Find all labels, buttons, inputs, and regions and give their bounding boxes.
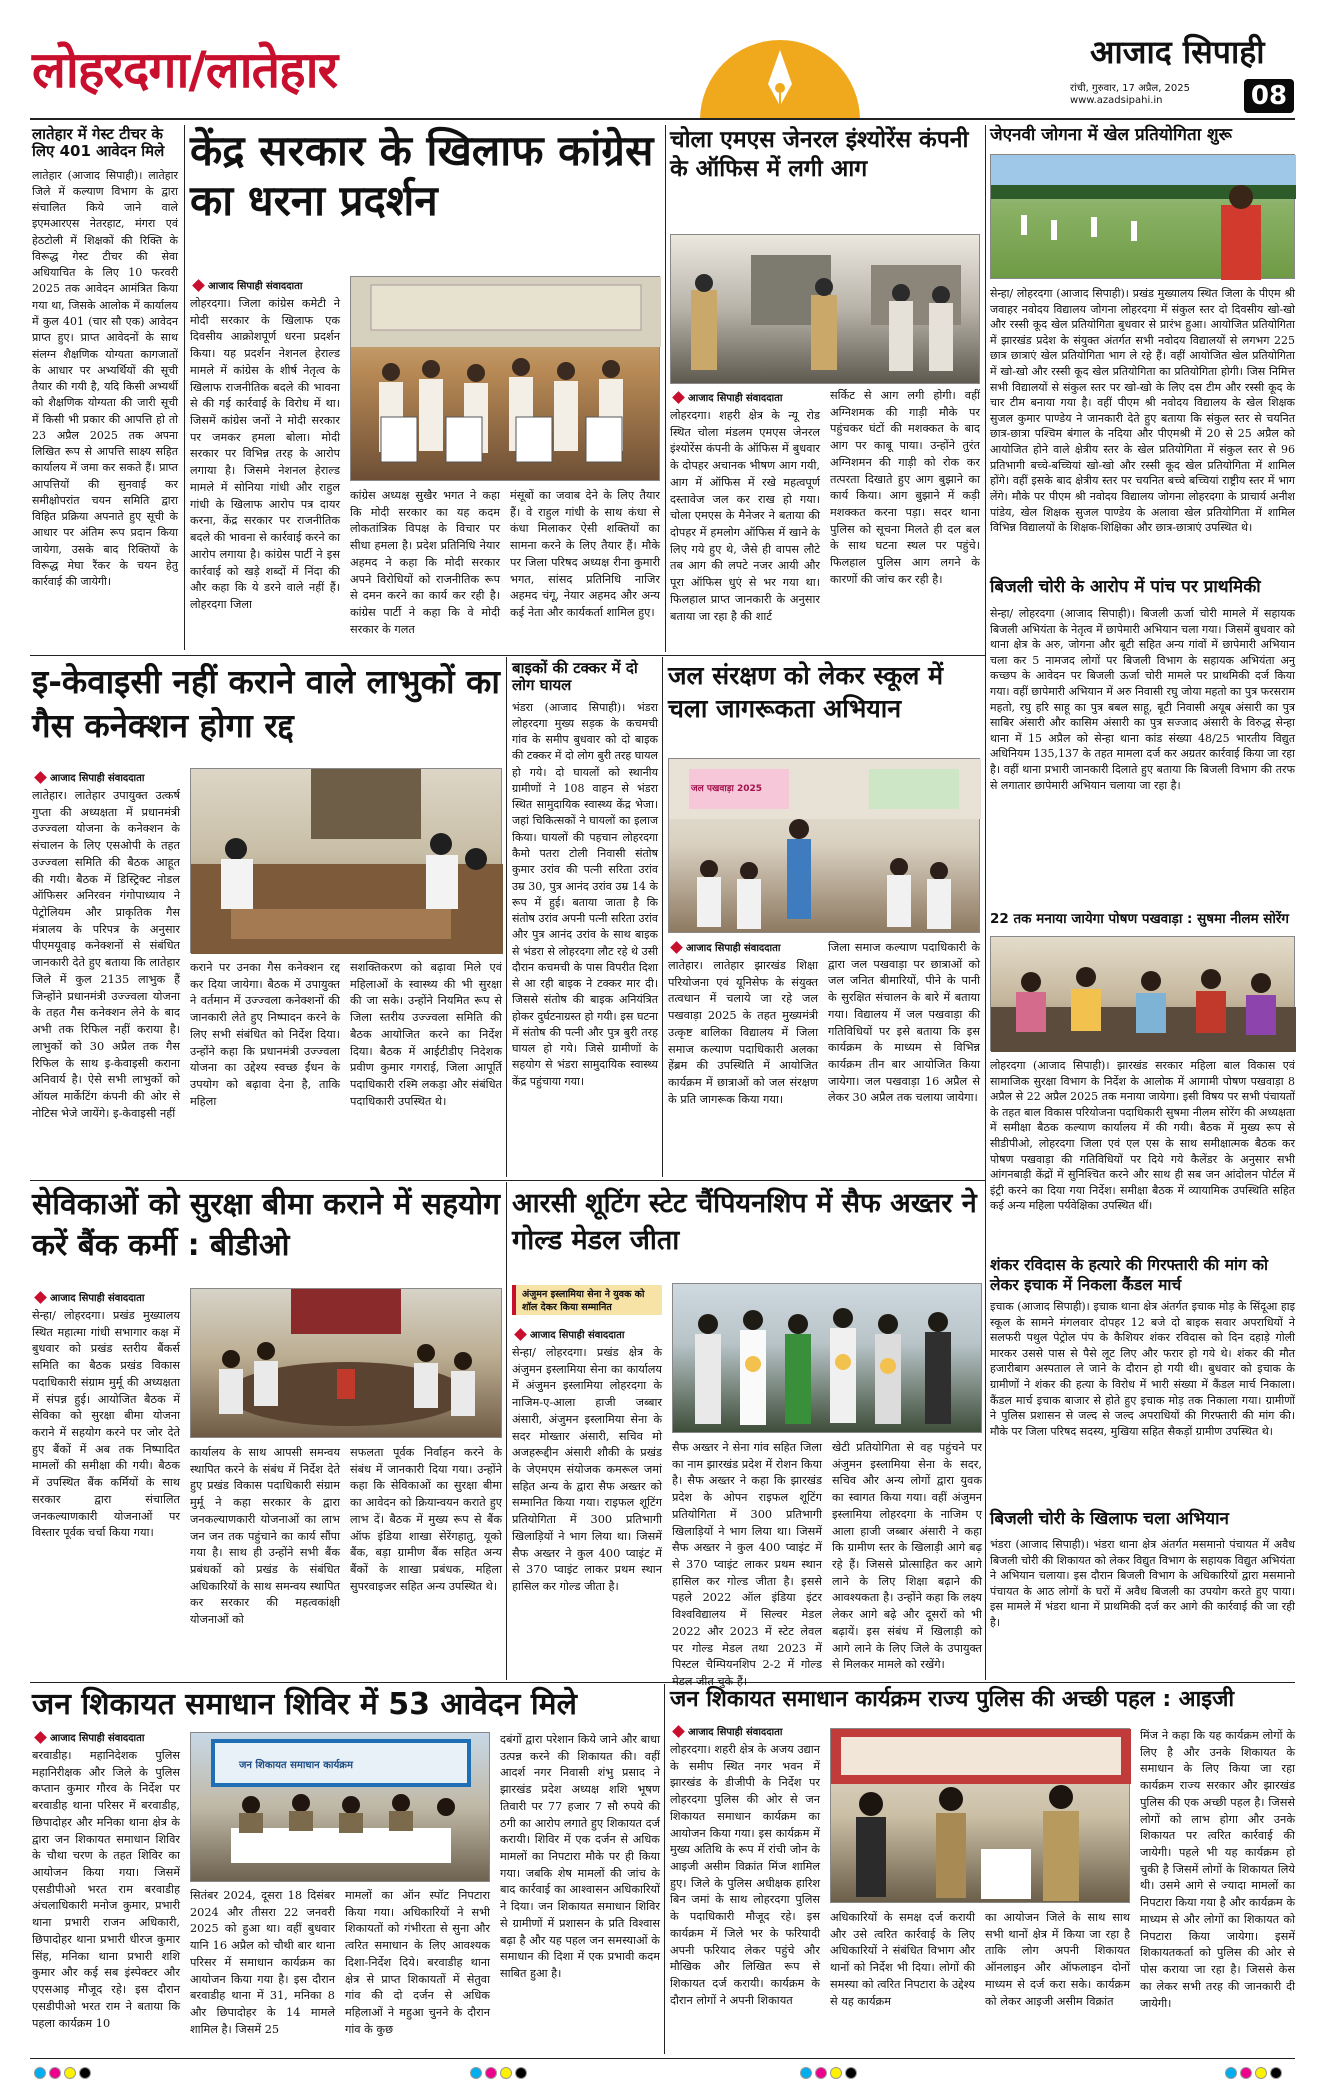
article-headline: जल संरक्षण को लेकर स्कूल में चला जागरूकता अभियान	[668, 661, 944, 723]
article-guest-teacher	[32, 126, 178, 651]
photo-poshan-meeting	[990, 936, 1295, 1051]
photo-bank-meeting	[190, 1288, 502, 1438]
registration-dot	[800, 2067, 812, 2079]
article-headline: केंद्र सरकार के खिलाफ कांग्रेस का धरना प्रदर्शन	[190, 126, 654, 226]
article-headline: जेएनवी जोगना में खेल प्रतियोगिता शुरू	[990, 125, 1232, 145]
article-fire	[670, 126, 980, 651]
article-byline: आजाद सिपाही संवाददाता	[32, 1728, 144, 1746]
registration-dot	[500, 2067, 512, 2079]
article-byline: आजाद सिपाही संवाददाता	[32, 1288, 144, 1306]
article-headline: शंकर रविदास के हत्यारे की गिरफ्तारी की मांग को लेकर इचाक में निकला कैंडल मार्च	[990, 1256, 1269, 1295]
article-body: सैफ अख्तर ने सेना गांव सहित जिला का नाम झारखंड प्रदेश में रोशन किया है। सैफ अख्तर ने कहा कि झारखंड प्रदेश के ओपन राइफल शूटिंग प्रतियोगिता में 300 प्रतिभागी खिलाड़ियों ने भाग लिया था। जिसमें सैफ अख्तर ने कुल 400 प्वाइंट में से 370 प्वाइंट लाकर प्रथम स्थान हासिल कर गोल्ड जीता है। इससे पहले 2022 ऑल इंडिया इंटर विश्वविद्यालय में सिल्वर मेडल 2022 और 2023 में स्टेट लेवल पर गोल्ड मेडल तथा 2023 में पिस्टल चैम्पियनशिप 2-2 में गोल्ड मेडल जीत चुके हैं।	[672, 1441, 822, 1689]
registration-dot	[64, 2067, 76, 2079]
article-water	[668, 660, 980, 1175]
article-headline: चोला एमएस जेनरल इंश्योरेंस कंपनी के ऑफिस में लगी आग	[670, 127, 969, 182]
column-rule	[664, 1684, 665, 2054]
article-grievance-camp	[32, 1688, 660, 2054]
paper-logo-emblem	[700, 40, 860, 120]
article-byline: आजाद सिपाही संवाददाता	[668, 938, 780, 956]
article-police	[670, 1688, 1295, 2054]
article-shooting	[512, 1185, 982, 1689]
registration-dot	[815, 2067, 827, 2079]
registration-dot	[845, 2067, 857, 2079]
column-rule	[506, 657, 507, 1177]
article-accident	[512, 660, 658, 1175]
article-headline: बिजली चोरी के आरोप में पांच पर प्राथमिकी	[990, 577, 1261, 597]
article-byline: आजाद सिपाही संवाददाता	[670, 388, 782, 406]
article-poshan	[990, 912, 1295, 1252]
article-bank	[32, 1185, 502, 1679]
article-byline: आजाद सिपाही संवाददाता	[670, 1722, 782, 1740]
article-body: मंसूबों का जवाब देने के लिए तैयार हैं। वे राहुल गांधी के साथ कंधा से कंधा मिलाकर ऐसी शक्तियों का सामना करने के लिए तैयार हैं। मौके पर जिला परिषद अध्यक्ष रीना कुमारी भगत, सांसद प्रतिनिधि नाजिर अहमद चंगू, नेयार अहमद और अन्य कई नेता और कार्यकर्ता शामिल हुए।	[510, 489, 660, 620]
article-body: इचाक (आजाद सिपाही)। इचाक थाना क्षेत्र अंतर्गत इचाक मोड़ के सिंदूआ हाइ स्कूल के सामने मंगलवार दोपहर 12 बजे दो बाइक सवार अपराधियों ने सलफरी पथुल पेट्रोल पंप के कैशियर शंकर रविदास को दिन दहाड़े गोली मारकर उससे पास से पैसे लूट लिए और फरार हो गये थे। शंकर की मौत हजारीबाग अस्पताल ले जाने के दौरान हो गयी थी। बुधवार को इचाक के ग्रामीणों ने शंकर की हत्या के विरोध में भारी संख्या में कैंडल मार्च निकाला। कैंडल मार्च इचाक बाजार से होते हुए इचाक मोड़ तक निकाला गया। ग्रामीणों ने पुलिस प्रशासन से जल्द से जल्द अपराधियों की गिरफ्तारी की मांग की। मौके पर जिला परिषद सदस्य, मुखिया सहित सैकड़ों ग्रामीण उपस्थित थे।	[990, 1300, 1295, 1438]
article-byline: आजाद सिपाही संवाददाता	[512, 1325, 624, 1343]
article-body: सशक्तिकरण को बढ़ावा मिले एवं महिलाओं के स्वास्थ्य की भी सुरक्षा की जा सके। उन्होंने नियमित रूप से जिला स्तरीय उज्ज्वला समिति की बैठक आयोजित करने का निर्देश दिया। बैठक में आईटीडीए निदेशक प्रवीण कुमार गगराई, जिला आपूर्ति पदाधिकारी रश्मि लकड़ा और संबंधित पदाधिकारी उपस्थित थे।	[350, 961, 502, 1108]
photo-water-awareness	[668, 758, 980, 933]
photo-congress-protest	[350, 276, 660, 481]
registration-dot	[485, 2067, 497, 2079]
page-number: 08	[1244, 79, 1294, 113]
article-congress	[190, 126, 660, 651]
article-headline: 22 तक मनाया जायेगा पोषण पखवाड़ा : सुषमा नीलम सोरेंग	[990, 911, 1289, 927]
article-body: कांग्रेस अध्यक्ष सुखैर भगत ने कहा कि मोदी सरकार का यह कदम लोकतांत्रिक विपक्ष के विचार पर सीधा हमला है। प्रदेश प्रतिनिधि नेयार अहमद ने कहा कि मोदी सरकार अपने विरोधियों को राजनीतिक रूप से दमन करने का कार्य कर रही है। कांग्रेस पार्टी ने कहा कि वे मोदी सरकार के गलत	[350, 489, 500, 636]
article-body: बरवाडीह। महानिदेशक पुलिस महानिरीक्षक और जिले के पुलिस कप्तान कुमार गौरव के निर्देश पर बरवाडीह थाना परिसर में बरवाडीह, छिपादोहर और मनिका थाना क्षेत्र के द्वारा जन शिकायत समाधान शिविर के चौथा चरण के तहत शिविर का आयोजन किया गया। जिसमें एसडीपीओ भरत राम बरवाडीह अंचलाधिकारी मनोज कुमार, प्रभारी थाना प्रभारी राजन अधिकारी, छिपादोहर थाना प्रभारी धीरज कुमार सिंह, मनिका थाना प्रभारी शशि कुमार और कई सब इंस्पेक्टर और एएसआइ मौजूद रहे। इस दौरान एसडीपीओ भरत राम ने बताया कि पहला कार्यक्रम 10	[32, 1749, 180, 2030]
column-rule	[665, 125, 666, 652]
registration-marks-center-right	[800, 2064, 860, 2083]
masthead-rule	[30, 118, 1295, 120]
article-body: सफलता पूर्वक निर्वाहन करने के संबंध में जानकारी दिया गया। उन्होंने कहा कि सेविकाओं का सुरक्षा बीमा का आवेदन को क्रियान्वयन कराते हुए लाभ दें। बैठक में मुख्य रूप से बैंक ऑफ इंडिया शाखा सेरेंगहातु, यूको बैंक, बड़ा ग्रामीण बैंक सहित अन्य बैंकों के शाखा प्रबंधक, महिला सुपरवाइजर सहित अन्य उपस्थित थे।	[350, 1446, 502, 1593]
article-body: सेन्हा/ लोहरदगा। प्रखंड क्षेत्र के अंजुमन इस्लामिया सेना का कार्यालय में अंजुमन इस्लामिया लोहरदगा के नाजिम-ए-आला हाजी जब्बार अंसारी, अंजुमन इस्लामिया सेना के सदर मोख्तार अंसारी, सचिव मो अजहरूद्दीन अंसारी शौकी के प्रखंड के जेएमएम संयोजक कमरूल जमां सहित अन्य के द्वारा सैफ अख्तर को सम्मानित किया गया। राइफल शूटिंग प्रतियोगिता में 300 प्रतिभागी खिलाड़ियों ने भाग लिया था। जिसमें सैफ अख्तर ने कुल 400 प्वाइंट में से 370 प्वाइंट लाकर प्रथम स्थान हासिल कर गोल्ड जीता है।	[512, 1346, 662, 1594]
column-rule	[184, 125, 185, 650]
article-headline: इ-केवाइसी नहीं कराने वाले लाभुकों का गैस कनेक्शन होगा रद्द	[32, 662, 500, 745]
article-body: लातेहार। लातेहार झारखंड शिक्षा परियोजना एवं यूनिसेफ के संयुक्त तत्वधान में चलाये जा रहे जल पखवाड़ा 2025 के तहत मुख्यमंत्री उत्कृष्ट बालिका विद्यालय में जिला समाज कल्याण पदाधिकारी अलका हेंब्रम की उपस्थिति में आयोजित कार्यक्रम में छात्राओं को जल संरक्षण के प्रति जागरूक किया गया।	[668, 959, 818, 1106]
article-body: सेन्हा/ लोहरदगा (आजाद सिपाही)। प्रखंड मुख्यालय स्थित जिला के पीएम श्री जवाहर नवोदय विद्यालय जोगना लोहरदगा में संकुल स्तर दो दिवसीय खो-खो और रस्सी कूद खेल प्रतियोगिता बुधवार से प्रारंभ हुआ। आयोजित प्रतियोगिता में झारखंड प्रदेश के संयुक्त अंतर्गत सभी नवोदय विद्यालयों से लगभग 225 छात्र छात्राएं खेल प्रतियोगिता भाग ले रहे हैं। वहीं आयोजित खेल प्रतियोगिता में खो-खो और रस्सी कूद खेल प्रतियोगिता का प्रतियोगिता होगी। जिस निमित्त सभी विद्यालयों से संकुल स्तर पर खो-खो के लिए दस टीम और रस्सी कूद के चार टीम बनाया गया है। वहीं पीएम श्री नवोदय विद्यालय के खेल शिक्षक सुजल कुमार पाण्डेय ने जानकारी देते हुए बताया कि संकुल स्तर से चयनित छात्र-छात्रा पश्चिम बंगाल के नदिया और पीएमश्री में 20 से 25 अप्रैल को आयोजित होने वाले क्षेत्रीय स्तर के खेल प्रतियोगिता में संकुल स्तर से 96 प्रतिभागी बच्चे-बच्चियां खो-खो और रस्सी कूद खेल प्रतियोगिता में शामिल होंगे। वहीं इसके बाद क्षेत्रीय स्तर पर चयनित बच्चे बच्चियां राष्ट्रीय स्तर में भाग लेंगे। मौके पर पीएम श्री नवोदय विद्यालय जोगना लोहरदगा के प्राचार्य अनीश पांडेय, खेल शिक्षक सुजल पाण्डेय के अलावा खेल प्रतियोगिता में शामिल विभिन्न विद्यालयों के शिक्षक-शिक्षिका और छात्र-छात्राएं उपस्थित थे।	[990, 287, 1295, 535]
article-body: लोहरदगा (आजाद सिपाही)। झारखंड सरकार महिला बाल विकास एवं सामाजिक सुरक्षा विभाग के निर्देश के आलोक में आगामी पोषण पखवाड़ा 8 अप्रैल से 22 अप्रैल 2025 तक मनाया जायेगा। इसी विषय पर सभी पंचायतों के तहत बाल विकास परियोजना पदाधिकारी सुषमा नीलम सोरेंग की अध्यक्षता में समीक्षा बैठक कल्याण कार्यालय में की गयी। बैठक में मुख्य रूप से सीडीपीओ, लोहरदगा जिला एवं एल एस के साथ समीक्षात्मक बैठक कर पोषण पखवाड़ा की गतिविधियों पर दिये गये कैलेंडर के अनुसार सभी आंगनबाड़ी केंद्रों में सुनिश्चित करने और साथ ही सब जन आंदोलन पोर्टल में इंट्री करने का दिया गया निर्देश। समीक्षा बैठक में व्यायामिक उपस्थिति सहित कई अन्य महिला पर्यवेक्षिका उपस्थित थीं।	[990, 1059, 1295, 1213]
masthead	[0, 0, 1325, 118]
row-rule	[30, 1682, 1295, 1683]
registration-dot	[34, 2067, 46, 2079]
registration-dot	[49, 2067, 61, 2079]
article-headline: जन शिकायत समाधान कार्यक्रम राज्य पुलिस की अच्छी पहल : आइजी	[670, 1687, 1235, 1712]
registration-dot	[1240, 2067, 1252, 2079]
article-body: लातेहार (आजाद सिपाही)। लातेहार जिले में कल्याण विभाग के द्वारा संचालित किये जाने वाले इएमआरएस नेतरहाट, मंगरा एवं हेठटोली में शिक्षकों की रिक्ति के विरूद्ध गेस्ट टीचर की सेवा अधियाचित के लिए 10 फरवरी 2025 तक आवेदन आमंत्रित किया गया था, जिसके आलोक में कार्यालय में कुल 401 (चार सौ एक) आवेदन प्राप्त हुए। प्राप्त आवेदनों के साथ संलग्न शैक्षणिक योग्यता कागजातों के आधार पर अभ्यर्थियों की सूची तैयार की गयी है, यदि किसी अभ्यर्थी को शैक्षणिक योग्यता की जारी सूची में किसी भी प्रकार की आपत्ति हो तो 23 अप्रैल 2025 तक अपना लिखित रूप से आपत्ति साक्ष्य सहित कार्यालय में जमा कर सकते हैं। प्राप्त आपत्तियों की सुनवाई कर समीक्षोपरांत चयन समिति द्वारा विहित प्रक्रिया अपनाते हुए सूची के आधार पर अंतिम रूप प्रदान किया जायेगा, उसके बाद रिक्तियों के विरूद्ध मेघा रैंकर के चयन हेतु कार्रवाई की जायेगी।	[32, 168, 178, 589]
column-rule	[506, 1182, 507, 1680]
article-body: खेटी प्रतियोगिता से वह पहुंचने पर अंजुमन इस्लामिया सेना के सदर, सचिव और अन्य लोगों द्वारा युवक का स्वागत किया गया। वहीं अंजुमन इस्लामिया लोहरदगा के नाजिम ए आला हाजी जब्बार अंसारी ने कहा कि ग्रामीण स्तर के खिलाड़ी आगे बढ़ रहे हैं। जिससे प्रोत्साहित कर आगे लाने के लिए शिक्षा बढ़ाने की आवश्यकता है। उन्होंने कहा कि लक्ष्य लेकर आगे बढ़े और दूसरों को भी बढ़ायें। इस संबंध में खिलाड़ी को आगे लाने के लिए जिले के उपायुक्त से मिलकर मामले को रखेंगे।	[832, 1441, 982, 1672]
registration-marks-left	[34, 2064, 94, 2083]
registration-dot	[470, 2067, 482, 2079]
website: www.azadsipahi.in	[1070, 95, 1163, 106]
article-body: का आयोजन जिले के साथ साथ सभी थानों क्षेत्र में किया जा रहा है ताकि लोग अपनी शिकायत ऑनलाइन और ऑफलाइन दोनों माध्यम से दर्ज करा सके। कार्यक्रम को लेकर आइजी असीम विक्रांत	[985, 1911, 1130, 2008]
row-rule	[30, 655, 985, 656]
article-candle-march	[990, 1255, 1295, 1505]
article-body: लोहरदगा। जिला कांग्रेस कमेटी ने मोदी सरकार के खिलाफ एक दिवसीय आक्रोशपूर्ण धरना प्रदर्शन किया। यह प्रदर्शन नेशनल हेराल्ड मामले में कांग्रेस के शीर्ष नेतृत्व के खिलाफ राजनीतिक बदले की भावना से की गई कार्रवाई के विरोध में था। जिसमें कांग्रेस जनों ने मोदी सरकार पर जमकर हमला बोला। मोदी सरकार पर विभिन्न तरह के आरोप लगाया है। जिसमे नेशनल हेराल्ड मामले में सोनिया गांधी और राहुल गांधी के खिलाफ आरोप पत्र दायर करना, केंद्र सरकार पर राजनीतिक बदले की भावना से कार्रवाई करने का आरोप लगाया है। कांग्रेस पार्टी ने इस कार्रवाई को खड़े शब्दों में निंदा की और कहा कि ये डरने वाले नहीं हैं। लोहरदगा जिला	[190, 297, 340, 611]
photo-banner-text: जन शिकायत समाधान कार्यक्रम	[239, 1760, 353, 1771]
article-headline: जन शिकायत समाधान शिविर में 53 आवेदन मिले	[32, 1687, 577, 1722]
article-body: लोहरदगा। शहरी क्षेत्र के अजय उद्यान के समीप स्थित नगर भवन में झारखंड के डीजीपी के निर्देश पर लोहरदगा पुलिस की ओर से जन शिकायत समाधान कार्यक्रम का आयोजन किया गया। इस कार्यक्रम में मुख्य अतिथि के रूप में रांची जोन के आइजी असीम विक्रांत मिंज शामिल हुए। जिले के पुलिस अधीक्षक हारिश बिन जमां के साथ लोहरदगा पुलिस के पदाधिकारी मौजूद रहे। इस कार्यक्रम में जिले भर के फरियादी अपनी फरियाद लेकर पहुंचे और मौखिक और लिखित रूप से शिकायत दर्ज करायी। कार्यक्रम के दौरान लोगों ने अपनी शिकायत	[670, 1743, 820, 2007]
article-body: मिंज ने कहा कि यह कार्यक्रम लोगों के लिए है और उनके शिकायत के समाधान के लिए किया जा रहा कार्यक्रम राज्य सरकार और झारखंड पुलिस की एक अच्छी पहल है। जिससे लोगों को लाभ होगा और उनके शिकायत पर त्वरित कार्रवाई की जायेगी। पहले भी यह कार्यक्रम हो चुकी है जिसमें लोगों के शिकायत लिये थी। उसमे आगे से ज्यादा मामलों का निपटारा किया गया है और कार्यक्रम के माध्यम से और लोगों का शिकायत को निपटारा किया जायेगा। इसमें शिकायतकर्ता को पुलिस की ओर से पोस कराया जा रहा है। जिससे केस का लेकर सभी तरह की जानकारी दी जायेगी।	[1140, 1729, 1295, 2010]
photo-banner-text: जल पखवाड़ा 2025	[691, 784, 763, 794]
dateline: रांची, गुरुवार, 17 अप्रैल, 2025	[1070, 83, 1191, 94]
article-headline: लातेहार में गेस्ट टीचर के लिए 401 आवेदन मिले	[32, 125, 165, 160]
photo-shooting-winner	[672, 1283, 982, 1433]
article-body: कार्यालय के साथ आपसी समन्वय स्थापित करने के संबंध में निर्देश देते हुए प्रखंड विकास पदाधिकारी संग्राम मुर्मू ने कहा सरकार के द्वारा जनकल्याणकारी योजनाओं का लाभ जन जन तक पहुंचाने का कार्य सौंपा गया है। साथ ही उन्होंने सभी बैंक प्रबंधकों को प्रखंड के संबंधित अधिकारियों के साथ समन्वय स्थापित कर सरकार की महत्वकांक्षी योजनाओं को	[190, 1446, 340, 1627]
article-body: अधिकारियों के समक्ष दर्ज करायी और उसे त्वरित कार्रवाई के लिए अधिकारियों ने संबंधित विभाग और थानों को निर्देश भी दिया। लोगों की समस्या को त्वरित निपटारा के उद्देश्य से यह कार्यक्रम	[830, 1911, 975, 2008]
article-body: सेन्हा/ लोहरदगा। प्रखंड मुख्यालय स्थित महात्मा गांधी सभागार कक्ष में बुधवार को प्रखंड स्तरीय बैंकर्स समिति का बैठक प्रखंड विकास पदाधिकारी संग्राम मुर्मू की अध्यक्षता में संपन्न हुई। आयोजित बैठक में सेविका को सुरक्षा बीमा योजना कराने में सहयोग करने पर जोर देते हुए बैंकों में अब तक निष्पादित मामलों की समीक्षा की गयी। बैठक में उपस्थित बैंक कर्मियों के साथ सरकार द्वारा संचालित जनकल्याणकारी योजनाओं पर विस्तार पूर्वक चर्चा किया गया।	[32, 1309, 180, 1540]
article-subhead: अंजुमन इस्लामिया सेना ने युवक को शॉल देकर किया सम्मानित	[512, 1285, 662, 1315]
photo-grievance-camp	[190, 1732, 490, 1882]
article-byline: आजाद सिपाही संवाददाता	[190, 276, 302, 294]
article-body: जिला समाज कल्याण पदाधिकारी के द्वारा जल पखवाड़ा पर छात्राओं को जल जनित बीमारियों, पीने के पानी के सुरक्षित संचालन के बारे में बताया गया। विद्यालय में जल पखवाड़ा की गतिविधियों पर इसे बताया कि इस कार्यक्रम के माध्यम से विभिन्न कार्यक्रम तीन बार आयोजित किया जायेगा। जल पखवाड़ा 16 अप्रैल से लेकर 30 अप्रैल तक चलाया जायेगा।	[828, 941, 980, 1105]
photo-ekyc-meeting	[190, 768, 502, 953]
article-body: कराने पर उनका गैस कनेक्शन रद्द कर दिया जायेगा। बैठक में उपायुक्त ने वर्तमान में उज्ज्वला कनेक्शनों की जानकारी लेते हुए निष्पादन करने के लिए सभी संबंधित को निर्देश दिया। उन्होंने कहा कि प्रधानमंत्री उज्ज्वला योजना का उद्देश्य स्वच्छ ईंधन के उपयोग को बढ़ावा देना है, ताकि महिला	[190, 961, 340, 1108]
article-ekyc	[32, 660, 502, 1175]
column-rule	[985, 125, 986, 1680]
registration-dot	[79, 2067, 91, 2079]
column-rule	[662, 657, 663, 1177]
article-headline: आरसी शूटिंग स्टेट चैंपियनशिप में सैफ अख्तर ने गोल्ड मेडल जीता	[512, 1188, 977, 1257]
article-electricity-fir	[990, 578, 1295, 908]
registration-dot	[515, 2067, 527, 2079]
article-headline: बिजली चोरी के खिलाफ चला अभियान	[990, 1509, 1229, 1529]
article-body: सेन्हा/ लोहरदगा (आजाद सिपाही)। बिजली ऊर्जा चोरी मामले में सहायक बिजली अभियंता के नेतृत्व में छापेमारी अभियान चला गया। जिसमें बुधवार को थाना क्षेत्र के अरु, जोगना और बूटी सहित अन्य गांवों में छापेमारी अभियान चला कर 5 नामजद लोगों पर बिजली विभाग के सहायक अभियंता अनु कच्छप के आवेदन पर बिजली ऊर्जा चोरी मामले पर प्राथमिकी दर्ज किया गया। वहीं छापेमारी अभियान में अरु निवासी रघु जोया महतो का पुत्र फरसराम महतो, रघु हरि साहू का पुत्र बबल साहू, बूटी निवासी अयूब अंसारी का पुत्र साबिर अंसारी और कासिम अंसारी का पुत्र सज्जाद अंसारी के विरुद्ध सेन्हा थाना में 15 अप्रैल को सेन्हा थाना कांड संख्या 48/25 भारतीय विद्युत अधिनियम 135,137 के तहत मामला दर्ज कर अग्रतर कार्रवाई किया जा रहा है। वहीं थाना प्रभारी जानकारी दिलाते हुए बताया कि बिजली विभाग की तरफ से लगातार छापेमारी अभियान चलाया जा रहा है।	[990, 607, 1295, 792]
article-jnv-sports	[990, 126, 1295, 576]
article-body: मामलों का ऑन स्पॉट निपटारा किया गया। अधिकारियों ने सभी शिकायतों को गंभीरता से सुना और त्वरित समाधान के लिए आवश्यक दिशा-निर्देश दिये। बरवाडीह थाना क्षेत्र से प्राप्त शिकायतों में सेतुवा गांव की दो दर्जन से अधिक महिलाओं ने महुआ चुनने के दौरान गांव के कुछ	[345, 1889, 490, 2036]
registration-dot	[830, 2067, 842, 2079]
article-body: सर्किट से आग लगी होगी। वहीं अग्निशमक की गाड़ी मौके पर पहुंचकर घंटों की मशक्कत के बाद आग पर काबू पाया। उन्होंने तुरंत अग्निशमन की गाड़ी को रोक कर तत्परता दिखाते हुए आग बुझाने का कार्य किया। आग बुझाने में कड़ी मशक्कत करना पड़ा। सदर थाना पुलिस को सूचना मिलते ही दल बल के साथ घटना स्थल पर पहुंचे। फिलहाल पुलिस आग लगने के कारणों की जांच कर रही है।	[830, 389, 980, 586]
article-headline: सेविकाओं को सुरक्षा बीमा कराने में सहयोग करें बैंक कर्मी : बीडीओ	[32, 1187, 501, 1263]
article-byline: आजाद सिपाही संवाददाता	[32, 768, 144, 786]
article-electricity-drive	[990, 1510, 1295, 1680]
article-body: सितंबर 2024, दूसरा 18 दिसंबर 2024 और तीसरा 22 जनवरी 2025 को हुआ था। वहीं बुधवार यानि 16 अप्रैल को चौथी बार थाना परिसर में समाधान कार्यक्रम का आयोजन किया गया है। इस दौरान बरवाडीह थाना में 31, मनिका 8 और छिपादोहर के 14 मामले शामिल है। जिसमें 25	[190, 1889, 335, 2036]
article-body: दबंगों द्वारा परेशान किये जाने और बाधा उत्पन्न करने की शिकायत की। वहीं आदर्श नगर निवासी शंभु प्रसाद ने झारखंड प्रदेश अध्यक्ष शशि भूषण तिवारी पर 77 हजार 7 सौ रुपये की ठगी का आरोप लगाते हुए शिकायत दर्ज करायी। शिविर में एक दर्जन से अधिक मामलों का निपटारा मौके पर ही किया गया। जबकि शेष मामलों की जांच के बाद कार्रवाई का आश्वासन अधिकारियों ने दिया। जन शिकायत समाधान शिविर से ग्रामीणों में प्रशासन के प्रति विश्वास बढ़ा है और यह पहल जन समस्याओं के समाधान की दिशा में एक प्रभावी कदम साबित हुआ है।	[500, 1733, 660, 1981]
article-body: भंडरा (आजाद सिपाही)। भंडरा लोहरदगा मुख्य सड़क के कचमची गांव के समीप बुधवार को दो बाइक की टक्कर में दो लोग बुरी तरह घायल हो गये। दो घायलों को स्थानीय ग्रामीणों ने 108 वाहन से भंडरा स्थित सामुदायिक स्वास्थ्य केंद्र भेजा। जहां चिकित्सकों ने घायलों का इलाज किया। घायलों की पहचान लोहरदगा कैमो पतरा टोली निवासी संतोष कुमार उरांव की पत्नी सरिता उरांव उम्र 30, पुत्र आनंद उरांव उम्र 14 के रूप में हुई। बताया जाता है कि संतोष उरांव अपनी पत्नी सरिता उरांव और पुत्र आनंद उरांव के साथ बाइक से भंडरा से लोहरदगा लौट रहे थे उसी दौरान कचमची के पास विपरीत दिशा से आ रही बाइक ने टक्कर मार दी। जिससे संतोष की बाइक अनियंत्रित होकर दुर्घटनाग्रस्त हो गयी। इस घटना में संतोष की पत्नी और पुत्र बुरी तरह घायल हो गये। जिसे ग्रामीणों के सहयोग से भंडरा सामुदायिक स्वास्थ्य केंद्र पहुंचाया गया।	[512, 700, 658, 1088]
registration-dot	[1270, 2067, 1282, 2079]
photo-fire-office	[670, 234, 980, 384]
article-body: भंडरा (आजाद सिपाही)। भंडरा थाना क्षेत्र अंतर्गत मसमानो पंचायत में अवैध बिजली चोरी की शिकायत को लेकर विद्युत विभाग के सहायक विद्युत अभियंता ने अभियान चलाया। इस दौरान बिजली विभाग के अधिकारियों द्वारा मसमानो पंचायत के आठ लोगों के घरों में अवैध बिजली का उपयोग करते हुए पाया। इस मामले में भंडरा थाना में प्राथमिकी दर्ज कर आगे की कार्रवाई की जा रही है।	[990, 1538, 1295, 1630]
row-rule	[30, 1180, 985, 1181]
registration-marks-center-left	[470, 2064, 530, 2083]
footer-rule	[30, 2058, 1295, 2059]
photo-police-ig	[830, 1728, 1130, 1903]
paper-name: आजाद सिपाही	[1090, 33, 1265, 71]
photo-sports-field	[990, 154, 1295, 279]
registration-dot	[1255, 2067, 1267, 2079]
registration-dot	[1225, 2067, 1237, 2079]
registration-marks-right	[1225, 2064, 1285, 2083]
article-body: लोहरदगा। शहरी क्षेत्र के न्यू रोड स्थित चोला मंडलम एमएस जेनरल इंश्योरेंस कंपनी के ऑफिस में बुधवार के दोपहर अचानक भीषण आग गयी, आग में ऑफिस में रखे महत्वपूर्ण दस्तावेज जल कर राख हो गया। चोला एमएस के मैनेजर ने बताया की दोपहर में हमलोग ऑफिस में खाने के लिए गये हुए थे, जैसे ही वापस लौटे तब आग की लपटे नजर आयी और पूरा ऑफिस धुएं से भर गया था। फिलहाल प्राप्त जानकारी के अनुसार बताया जा रहा है की शार्ट	[670, 409, 820, 623]
section-title: लोहरदगा/लातेहार	[32, 41, 338, 99]
article-headline: बाइकों की टक्कर में दो लोग घायल	[512, 659, 638, 694]
article-body: लातेहार। लातेहार उपायुक्त उत्कर्ष गुप्ता की अध्यक्षता में प्रधानमंत्री उज्ज्वला योजना के कनेक्शन के संचालन के लिए एसओपी के तहत उज्ज्वला समिति की बैठक आहूत की गयी। बैठक में डिस्ट्रिक्ट नोडल ऑफिसर अनिरवन गंगोपाध्याय ने पेट्रोलियम और प्राकृतिक गैस मंत्रालय के परिपत्र के अनुसार पीएमयूवाइ कनेक्शनों से संबंधित जानकारी देते हुए बताया कि लातेहार जिले में कुल 2135 लाभुक हैं जिन्होंने प्रधानमंत्री उज्ज्वला योजना के तहत गैस कनेक्शन लेने के बाद अभी तक रिफिल नहीं कराया है। लाभुकों को 30 अप्रैल तक गैस रिफिल के साथ इ-केवाइसी कराना अनिवार्य है। ऐसे सभी लाभुकों को ऑयल मार्केटिंग कंपनी की ओर से नोटिस भेजे जायेंगे। इ-केवाइसी नहीं	[32, 789, 180, 1120]
